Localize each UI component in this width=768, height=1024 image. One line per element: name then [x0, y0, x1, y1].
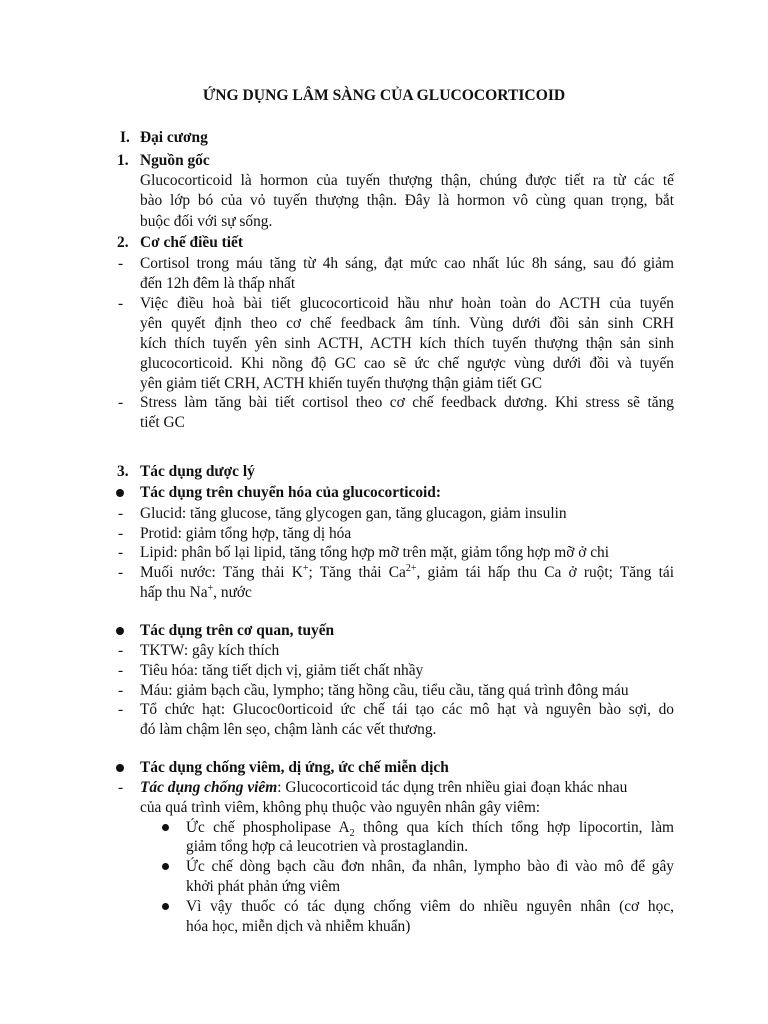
subsection-number: 1.: [117, 152, 129, 169]
list-item-line: tiết GC: [140, 414, 185, 431]
list-item-line: Tổ chức hạt: Glucoc0orticoid ức chế tái tạo các mô hạt và nguyên bào sợi, do: [140, 701, 674, 718]
list-item-line: của quá trình viêm, không phụ thuộc vào nguyên nhân gây viêm:: [140, 799, 541, 816]
sub-bullet-icon: [162, 824, 169, 831]
bullet-heading: Tác dụng chống viêm, dị ứng, ức chế miễn dịch: [140, 759, 449, 776]
list-item-line: Lipid: phân bố lại lipid, tăng tổng hợp mỡ trên mặt, giảm tổng hợp mỡ ở chi: [140, 544, 610, 561]
sub-list-line: giảm tổng hợp cả leucotrien và prostaglandin.: [186, 838, 469, 855]
dash-marker: -: [118, 682, 124, 699]
subsection-number: 2.: [117, 234, 129, 251]
dash-marker: -: [118, 295, 124, 312]
list-item-line: Việc điều hoà bài tiết glucocorticoid hầu như hoàn toàn do ACTH của tuyến: [140, 295, 674, 312]
bullet-icon: [116, 627, 124, 635]
sub-list-line: hóa học, miễn dịch và nhiễm khuẩn): [186, 918, 411, 935]
list-item-line: Protid: giảm tổng hợp, tăng dị hóa: [140, 525, 352, 542]
dash-marker: -: [118, 642, 124, 659]
dash-marker: -: [118, 255, 124, 272]
list-item-line: Tác dụng chống viêm: Glucocorticoid tác dụng trên nhiều giai đoạn khác nhau: [140, 779, 628, 796]
section-heading: Đại cương: [140, 129, 208, 146]
list-item-line: đó làm chậm lên sẹo, chậm lành các vết thương.: [140, 721, 437, 738]
bullet-heading: Tác dụng trên chuyển hóa của glucocorticoid:: [140, 484, 441, 501]
dash-marker: -: [118, 394, 124, 411]
list-item-line: glucocorticoid. Khi nồng độ GC cao sẽ ức chế ngược vùng dưới đồi và tuyến: [140, 355, 674, 372]
sub-list-line: khởi phát phản ứng viêm: [186, 878, 341, 895]
subsection-heading: Tác dụng dược lý: [140, 463, 255, 480]
list-item-line: Muối nước: Tăng thải K+; Tăng thải $Ca^{2+}$, giảm tái hấp thu Ca ở ruột; Tăng tái: [140, 562, 674, 581]
dash-marker: -: [118, 544, 124, 561]
list-item-line: Glucid: tăng glucose, tăng glycogen gan, tăng glucagon, giảm insulin: [140, 505, 567, 522]
bullet-heading: Tác dụng trên cơ quan, tuyến: [140, 622, 335, 639]
subsection-heading: Nguồn gốc: [140, 152, 210, 169]
list-item-line: Stress làm tăng bài tiết cortisol theo cơ chế feedback dương. Khi stress sẽ tăng: [140, 394, 674, 411]
list-item-line: yên giảm tiết CRH, ACTH khiến tuyến thượng thận giảm tiết GC: [140, 375, 543, 392]
sub-list-line: Ức chế dòng bạch cầu đơn nhân, đa nhân, lympho bào đi vào mô để gây: [186, 858, 674, 875]
subsection-heading: Cơ chế điều tiết: [140, 234, 243, 251]
list-item-line: đến 12h đêm là thấp nhất: [140, 275, 296, 292]
document-title: ỨNG DỤNG LÂM SÀNG CỦA GLUCOCORTICOID: [202, 87, 566, 104]
section-number: I.: [120, 129, 130, 146]
paragraph-line: Glucocorticoid là hormon của tuyến thượng thận, chúng được tiết ra từ các tế: [140, 172, 674, 189]
dash-marker: -: [118, 662, 124, 679]
dash-marker: -: [118, 505, 124, 522]
dash-marker: -: [118, 701, 124, 718]
sub-bullet-icon: [162, 903, 169, 910]
paragraph-line: bào lớp bó của vỏ tuyến thượng thận. Đây là hormon vô cùng quan trọng, bắt: [140, 192, 674, 209]
bullet-icon: [116, 489, 124, 497]
dash-marker: -: [118, 779, 124, 796]
list-item-line: Cortisol trong máu tăng từ 4h sáng, đạt mức cao nhất lúc 8h sáng, sau đó giảm: [140, 255, 674, 272]
list-item-line: hấp thu Na+, nước: [140, 582, 252, 601]
emphasis-label: Tác dụng chống viêm: [140, 779, 278, 796]
list-item-line: Tiêu hóa: tăng tiết dịch vị, giảm tiết chất nhầy: [140, 662, 424, 679]
sub-bullet-icon: [162, 863, 169, 870]
dash-marker: -: [118, 564, 124, 581]
subsection-number: 3.: [117, 463, 129, 480]
list-item-line: yên quyết định theo cơ chế feedback âm tính. Vùng dưới đồi sản sinh CRH: [140, 315, 674, 332]
sub-list-line: Ức chế phospholipase $A_2$ thông qua kích thích tổng hợp lipocortin, làm: [186, 819, 674, 840]
list-item-line: kích thích tuyến yên sinh ACTH, ACTH kích thích tuyến thượng thận sản sinh: [140, 335, 674, 352]
sub-list-line: Vì vậy thuốc có tác dụng chống viêm do nhiều nguyên nhân (cơ học,: [186, 898, 674, 915]
list-item-line: Máu: giảm bạch cầu, lympho; tăng hồng cầu, tiểu cầu, tăng quá trình đông máu: [140, 682, 629, 699]
list-item-line: TKTW: gây kích thích: [140, 642, 280, 659]
paragraph-line: buộc đối với sự sống.: [140, 213, 273, 230]
bullet-icon: [116, 764, 124, 772]
dash-marker: -: [118, 525, 124, 542]
